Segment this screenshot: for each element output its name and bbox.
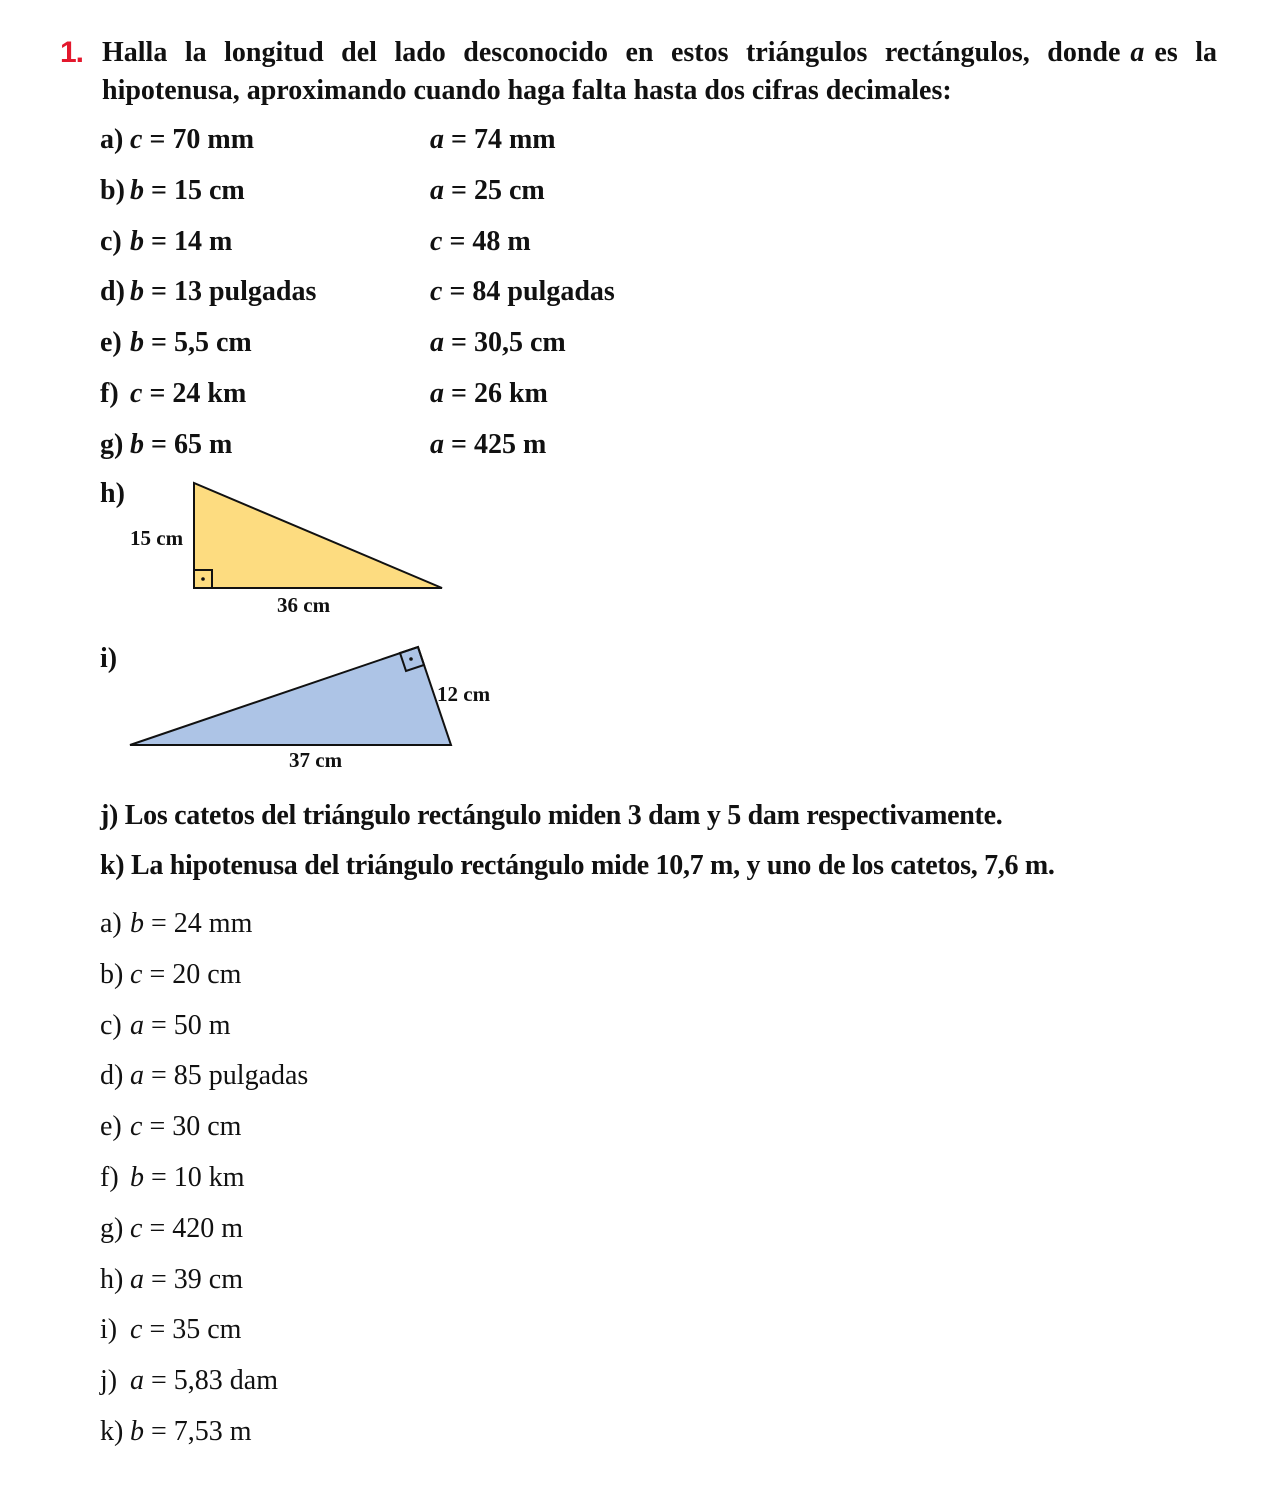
item-value: = 74 mm: [451, 124, 556, 155]
answer-variable: b: [130, 1416, 144, 1447]
answer-label: i): [100, 1314, 118, 1346]
item-variable: c: [130, 124, 143, 155]
answer-label: f): [100, 1162, 119, 1193]
item-value: = 26 km: [451, 378, 548, 409]
answer-value: = 420 m: [149, 1212, 244, 1244]
item-variable: c: [430, 226, 443, 257]
answer-value: = 50 m: [151, 1009, 231, 1041]
item-variable: b: [130, 226, 144, 257]
answer-variable: c: [130, 1111, 143, 1143]
answer-row: [100, 1213, 243, 1245]
figure-h-side-base: 36 cm: [277, 593, 331, 617]
answer-variable: c: [130, 958, 143, 990]
item-label: g): [100, 429, 124, 460]
answer-row: [100, 1010, 231, 1042]
item-variable: c: [130, 378, 143, 409]
answer-label: h): [100, 1263, 124, 1295]
answer-row: [100, 1111, 241, 1143]
item-variable: a: [430, 429, 444, 460]
item-value: = 5,5 cm: [151, 327, 252, 358]
answer-variable: b: [130, 908, 144, 939]
figure-h-side-vertical: 15 cm: [130, 526, 184, 550]
answer-row: [100, 1162, 245, 1194]
item-label: d): [100, 276, 125, 307]
answer-value: = 85 pulgadas: [151, 1060, 309, 1092]
item-variable: a: [430, 175, 444, 206]
item-variable: c: [430, 276, 443, 307]
item-value: = 48 m: [449, 226, 531, 257]
item-variable: b: [130, 327, 144, 358]
statement-variable: a: [1130, 37, 1145, 68]
statement-part2: es la hipotenusa, aproximando cuando haga falta hasta dos cifras decimales:: [102, 37, 1217, 106]
answer-row: [100, 908, 252, 940]
figure-i-side-base: 37 cm: [289, 748, 343, 772]
answer-label: g): [100, 1212, 124, 1244]
item-value: = 13 pulgadas: [151, 276, 317, 307]
item-variable: b: [130, 429, 144, 460]
answer-label: c): [100, 1009, 122, 1041]
answer-value: = 24 mm: [151, 908, 253, 939]
item-variable: b: [130, 175, 144, 206]
answer-row: [100, 1314, 241, 1346]
item-value: = 25 cm: [451, 175, 545, 206]
answer-label: d): [100, 1060, 124, 1092]
item-value: = 70 mm: [149, 124, 255, 155]
answer-row: [100, 1264, 243, 1296]
item-value: = 65 m: [151, 429, 233, 460]
answer-variable: a: [130, 1060, 144, 1092]
item-variable: a: [430, 378, 444, 409]
answer-label: k): [100, 1416, 124, 1447]
answer-variable: c: [130, 1314, 143, 1346]
item-value: = 84 pulgadas: [449, 276, 615, 307]
answer-label: e): [100, 1111, 122, 1143]
item-variable: a: [430, 124, 444, 155]
item-value: = 15 cm: [151, 175, 245, 206]
item-label: c): [100, 226, 122, 257]
answer-value: = 35 cm: [149, 1314, 242, 1346]
item-variable: b: [130, 276, 144, 307]
answer-variable: a: [130, 1009, 144, 1041]
figure-i-label: i): [100, 643, 118, 674]
item-label: a): [100, 124, 124, 155]
answer-row: [100, 1416, 252, 1448]
answer-label: j): [100, 1365, 118, 1397]
answer-variable: a: [130, 1365, 144, 1397]
answer-label: a): [100, 908, 122, 939]
item-j: j) Los catetos del triángulo rectángulo miden 3 dam y 5 dam respectivamente.: [100, 800, 1003, 831]
answer-variable: a: [130, 1263, 144, 1295]
answer-variable: c: [130, 1212, 143, 1244]
answer-row: [100, 1365, 278, 1397]
answer-row: [100, 1060, 308, 1092]
item-value: = 14 m: [151, 226, 233, 257]
answer-value: = 5,83 dam: [151, 1365, 278, 1397]
right-angle-dot-i: [409, 657, 413, 661]
item-value: = 30,5 cm: [451, 327, 566, 358]
item-value: = 425 m: [451, 429, 547, 460]
item-variable: a: [430, 327, 444, 358]
answer-value: = 39 cm: [151, 1263, 243, 1295]
exercise-number: 1.: [60, 36, 84, 69]
item-label: f): [100, 378, 119, 409]
figure-h-label: h): [100, 478, 125, 509]
statement-part1: Halla la longitud del lado desconocido en estos triángulos rectángulos, donde: [102, 37, 1121, 68]
answer-value: = 20 cm: [149, 958, 242, 990]
answer-value: = 30 cm: [149, 1111, 242, 1143]
answer-value: = 7,53 m: [151, 1416, 252, 1447]
answer-value: = 10 km: [151, 1162, 245, 1193]
item-label: e): [100, 327, 122, 358]
item-label: b): [100, 175, 125, 206]
item-k: k) La hipotenusa del triángulo rectángulo mide 10,7 m, y uno de los catetos, 7,6 m.: [100, 850, 1055, 881]
answer-row: [100, 959, 241, 991]
item-value: = 24 km: [149, 378, 247, 409]
figure-i-side-right: 12 cm: [437, 682, 491, 706]
answer-variable: b: [130, 1162, 144, 1193]
answer-label: b): [100, 958, 124, 990]
